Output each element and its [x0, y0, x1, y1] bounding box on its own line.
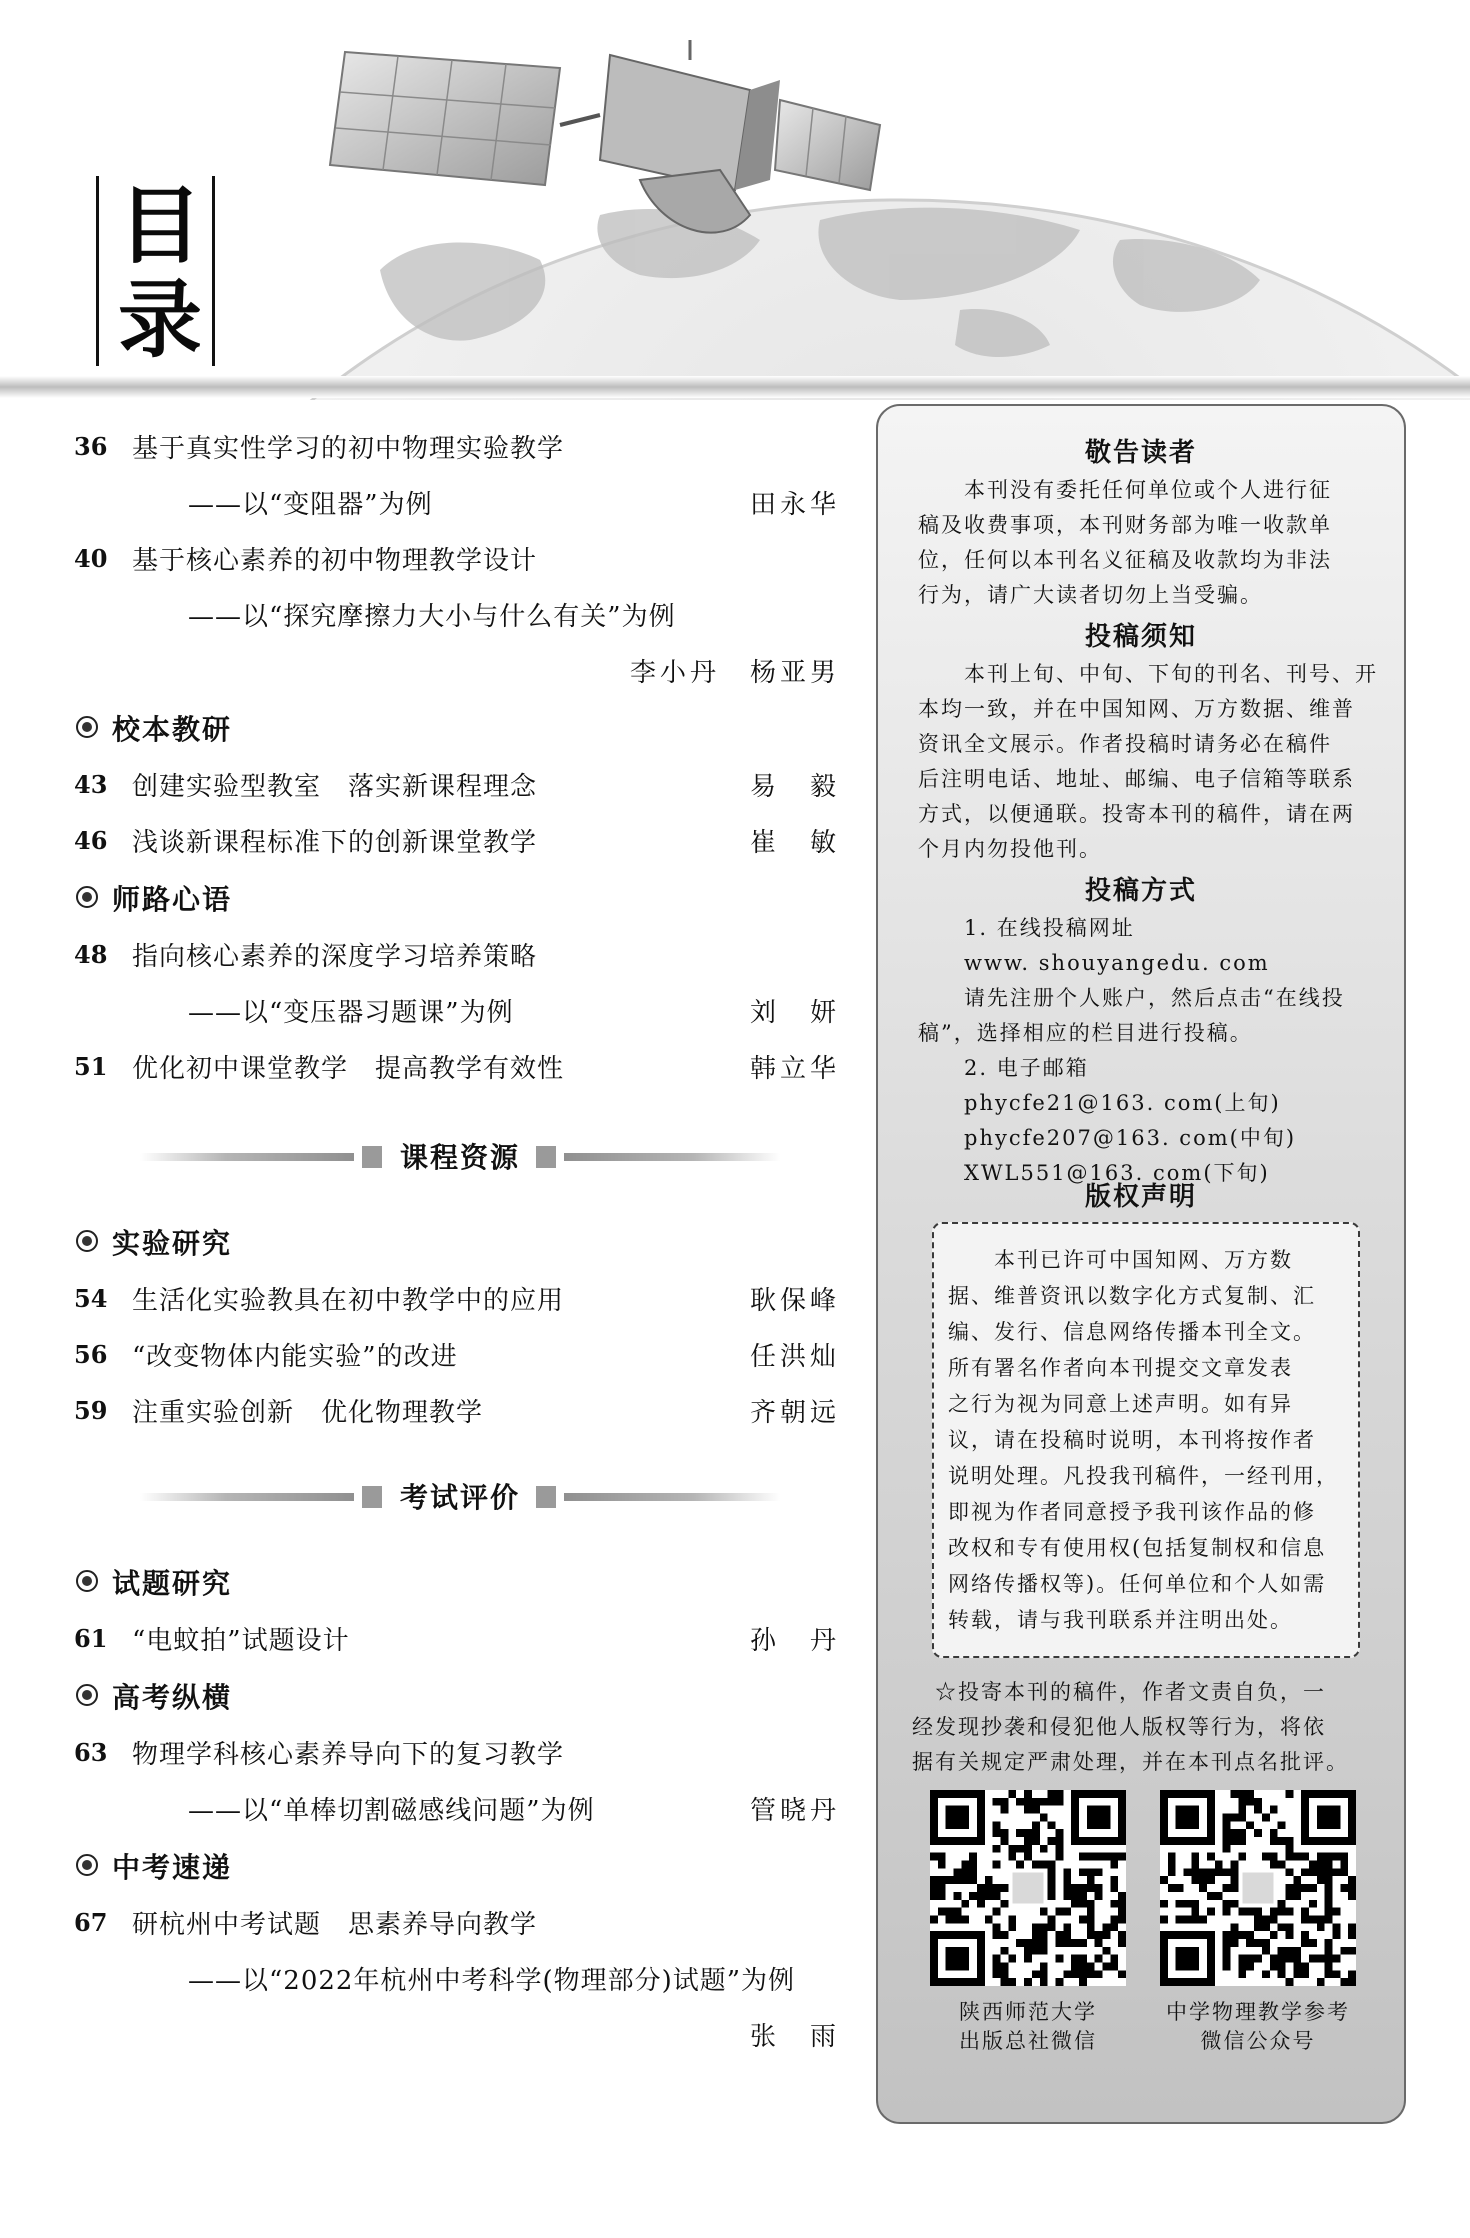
- toc-entry-subtitle-row[interactable]: [70, 988, 840, 1036]
- toc-author: 韩立华: [749, 1054, 840, 1084]
- guidelines-line: 本刊上旬、中旬、下旬的刊名、刊号、开: [918, 662, 1378, 686]
- toc-author: 管晓丹: [749, 1796, 840, 1826]
- copyright-line: 之行为视为同意上述声明。如有异: [948, 1392, 1293, 1416]
- toc-article-title: 物理学科核心素养导向下的复习教学: [132, 1740, 565, 1770]
- toc-article-subtitle: ——以“2022年杭州中考科学(物理部分)试题”为例: [188, 1966, 796, 1996]
- target-bullet-icon: [76, 1854, 98, 1876]
- section-label: 师路心语: [112, 883, 233, 916]
- banner-square-left: [362, 1486, 382, 1508]
- responsibility-line: ☆投寄本刊的稿件，作者文责自负，一: [912, 1680, 1326, 1704]
- section-label: 实验研究: [112, 1227, 233, 1260]
- warning-line: 本刊没有委托任何单位或个人进行征: [918, 478, 1332, 502]
- toc-author: 刘 妍: [749, 998, 840, 1028]
- toc-page-number: 63: [74, 1738, 108, 1767]
- qr-caption: [1143, 1998, 1373, 2056]
- qr-code-icon[interactable]: [930, 1790, 1126, 1986]
- copyright-line: 所有署名作者向本刊提交文章发表: [948, 1356, 1293, 1380]
- submission-url-link[interactable]: www. shouyangedu. com: [918, 951, 1270, 975]
- toc-article-subtitle: ——以“变压器习题课”为例: [188, 998, 514, 1028]
- toc-article-title: 注重实验创新 优化物理教学: [132, 1398, 484, 1428]
- guidelines-line: 个月内勿投他刊。: [918, 837, 1102, 861]
- section-heading: [72, 1672, 472, 1720]
- warning-line: 稿及收费事项，本刊财务部为唯一收款单: [918, 513, 1332, 537]
- toc-author: 张 雨: [749, 2022, 840, 2052]
- category-banner: [140, 1476, 780, 1516]
- category-banner: [140, 1136, 780, 1176]
- toc-entry[interactable]: [70, 818, 840, 866]
- toc-entry-author-row[interactable]: [70, 2012, 840, 2060]
- satellite-map-illustration: [0, 0, 1470, 400]
- toc-article-title: 创建实验型教室 落实新课程理念: [132, 772, 538, 802]
- toc-entry[interactable]: [70, 762, 840, 810]
- toc-entry[interactable]: [70, 1730, 840, 1778]
- copyright-line: 网络传播权等)。任何单位和个人如需: [948, 1572, 1327, 1596]
- toc-article-subtitle: ——以“单棒切割磁感线问题”为例: [188, 1796, 595, 1826]
- qr-caption-line: 出版总社微信: [959, 2029, 1097, 2053]
- section-heading: [72, 1842, 472, 1890]
- copyright-line: 据、维普资讯以数字化方式复制、汇: [948, 1284, 1316, 1308]
- section-label: 校本教研: [112, 713, 233, 746]
- target-bullet-icon: [76, 1230, 98, 1252]
- toc-article-title: 优化初中课堂教学 提高教学有效性: [132, 1054, 565, 1084]
- table-of-contents: [0, 400, 870, 2100]
- section-heading: [72, 1558, 472, 1606]
- toc-page-number: 48: [74, 940, 108, 969]
- title-rule-right: [212, 176, 215, 366]
- methods-line: 请先注册个人账户，然后点击“在线投: [918, 986, 1345, 1010]
- qr-caption-line: 中学物理教学参考: [1166, 2000, 1350, 2024]
- guidelines-heading: 投稿须知: [1084, 622, 1197, 652]
- section-label: 中考速递: [112, 1851, 233, 1884]
- toc-entry[interactable]: [70, 1900, 840, 1948]
- toc-page-number: 51: [74, 1052, 108, 1081]
- banner-label: 考试评价: [399, 1481, 520, 1514]
- toc-entry[interactable]: [70, 424, 840, 472]
- toc-article-title: “改变物体内能实验”的改进: [132, 1342, 458, 1372]
- toc-page-number: 61: [74, 1624, 108, 1653]
- target-bullet-icon: [76, 1570, 98, 1592]
- toc-page-number: 43: [74, 770, 108, 799]
- notice-panel: [876, 404, 1406, 2124]
- banner-bar-left: [140, 1153, 354, 1161]
- toc-article-subtitle: ——以“探究摩擦力大小与什么有关”为例: [188, 602, 676, 632]
- toc-page-number: 67: [74, 1908, 108, 1937]
- qr-code-icon[interactable]: [1160, 1790, 1356, 1986]
- responsibility-line: 据有关规定严肃处理，并在本刊点名批评。: [912, 1750, 1349, 1774]
- toc-page-number: 40: [74, 544, 108, 573]
- qr-caption-line: 陕西师范大学: [959, 2000, 1097, 2024]
- copyright-line: 改权和专有使用权(包括复制权和信息: [948, 1536, 1327, 1560]
- toc-article-title: 基于核心素养的初中物理教学设计: [132, 546, 538, 576]
- responsibility-line: 经发现抄袭和侵犯他人版权等行为，将依: [912, 1715, 1326, 1739]
- banner-square-right: [536, 1146, 556, 1168]
- target-bullet-icon: [76, 886, 98, 908]
- toc-entry[interactable]: [70, 1332, 840, 1380]
- toc-entry[interactable]: [70, 1616, 840, 1664]
- target-bullet-icon: [76, 716, 98, 738]
- toc-author: 耿保峰: [749, 1286, 840, 1316]
- target-bullet-icon: [76, 1684, 98, 1706]
- qr-caption-line: 微信公众号: [1200, 2029, 1316, 2053]
- warning-line: 位，任何以本刊名义征稿及收款均为非法: [918, 548, 1332, 572]
- toc-page-number: 46: [74, 826, 108, 855]
- copyright-line: 说明处理。凡投我刊稿件，一经刊用，: [948, 1464, 1339, 1488]
- toc-author: 孙 丹: [749, 1626, 840, 1656]
- toc-page-number: 56: [74, 1340, 108, 1369]
- section-heading: [72, 704, 472, 752]
- guidelines-line: 后注明电话、地址、邮编、电子信箱等联系: [918, 767, 1355, 791]
- toc-article-subtitle: ——以“变阻器”为例: [188, 490, 433, 520]
- toc-page-number: 36: [74, 432, 108, 461]
- toc-entry-subtitle-row[interactable]: [70, 1956, 840, 2004]
- toc-entry-author-row[interactable]: [70, 648, 840, 696]
- guidelines-line: 资讯全文展示。作者投稿时请务必在稿件: [918, 732, 1332, 756]
- copyright-line: 编、发行、信息网络传播本刊全文。: [948, 1320, 1316, 1344]
- warning-line: 行为，请广大读者切勿上当受骗。: [918, 583, 1263, 607]
- section-label: 试题研究: [112, 1567, 233, 1600]
- toc-article-title: “电蚊拍”试题设计: [132, 1626, 350, 1656]
- toc-entry[interactable]: [70, 536, 840, 584]
- toc-entry-subtitle-row[interactable]: [70, 1786, 840, 1834]
- banner-square-right: [536, 1486, 556, 1508]
- section-heading: [72, 1218, 472, 1266]
- toc-entry-subtitle-row[interactable]: [70, 592, 840, 640]
- methods-line: 2. 电子邮箱: [918, 1056, 1089, 1080]
- section-heading: [72, 874, 472, 922]
- email-link[interactable]: phycfe21@163. com(上旬): [918, 1091, 1281, 1115]
- toc-author: 易 毅: [749, 772, 840, 802]
- toc-article-title: 研杭州中考试题 思素养导向教学: [132, 1910, 538, 1940]
- methods-heading: 投稿方式: [1084, 876, 1197, 906]
- toc-author: 崔 敏: [749, 828, 840, 858]
- toc-entry-subtitle-row[interactable]: [70, 480, 840, 528]
- toc-entry[interactable]: [70, 1276, 840, 1324]
- toc-article-title: 指向核心素养的深度学习培养策略: [132, 942, 538, 972]
- copyright-line: 本刊已许可中国知网、万方数: [948, 1248, 1293, 1272]
- toc-article-title: 生活化实验教具在初中教学中的应用: [132, 1286, 565, 1316]
- toc-author: 李小丹 杨亚男: [629, 658, 840, 688]
- banner-label: 课程资源: [399, 1141, 520, 1174]
- toc-author: 田永华: [749, 490, 840, 520]
- email-link[interactable]: XWL551@163. com(下旬): [918, 1161, 1270, 1185]
- toc-entry[interactable]: [70, 1388, 840, 1436]
- toc-article-title: 基于真实性学习的初中物理实验教学: [132, 434, 565, 464]
- warning-heading: 敬告读者: [1084, 438, 1197, 468]
- guidelines-line: 本均一致，并在中国知网、万方数据、维普: [918, 697, 1355, 721]
- copyright-line: 转载，请与我刊联系并注明出处。: [948, 1608, 1293, 1632]
- page-title-char-1: 目: [118, 177, 203, 275]
- copyright-line: 即视为作者同意授予我刊该作品的修: [948, 1500, 1316, 1524]
- toc-page-number: 59: [74, 1396, 108, 1425]
- toc-entry[interactable]: [70, 1044, 840, 1092]
- header: [0, 0, 1470, 400]
- title-rule-left: [96, 176, 99, 366]
- page-title-char-2: 录: [118, 271, 203, 369]
- qr-caption: [913, 1998, 1143, 2056]
- guidelines-line: 方式，以便通联。投寄本刊的稿件，请在两: [918, 802, 1355, 826]
- toc-article-title: 浅谈新课程标准下的创新课堂教学: [132, 828, 538, 858]
- section-label: 高考纵横: [112, 1681, 233, 1714]
- methods-line: 1. 在线投稿网址: [918, 916, 1135, 940]
- copyright-frame: [932, 1222, 1360, 1658]
- banner-bar-left: [140, 1493, 354, 1501]
- toc-author: 齐朝远: [749, 1398, 840, 1428]
- toc-entry[interactable]: [70, 932, 840, 980]
- banner-square-left: [362, 1146, 382, 1168]
- toc-page-number: 54: [74, 1284, 108, 1313]
- banner-bar-right: [564, 1153, 780, 1161]
- email-link[interactable]: phycfe207@163. com(中旬): [918, 1126, 1297, 1150]
- methods-line: 稿”，选择相应的栏目进行投稿。: [918, 1021, 1253, 1045]
- banner-bar-right: [564, 1493, 780, 1501]
- copyright-heading: 版权声明: [1084, 1182, 1197, 1212]
- copyright-line: 议，请在投稿时说明，本刊将按作者: [948, 1428, 1316, 1452]
- toc-author: 任洪灿: [749, 1342, 840, 1372]
